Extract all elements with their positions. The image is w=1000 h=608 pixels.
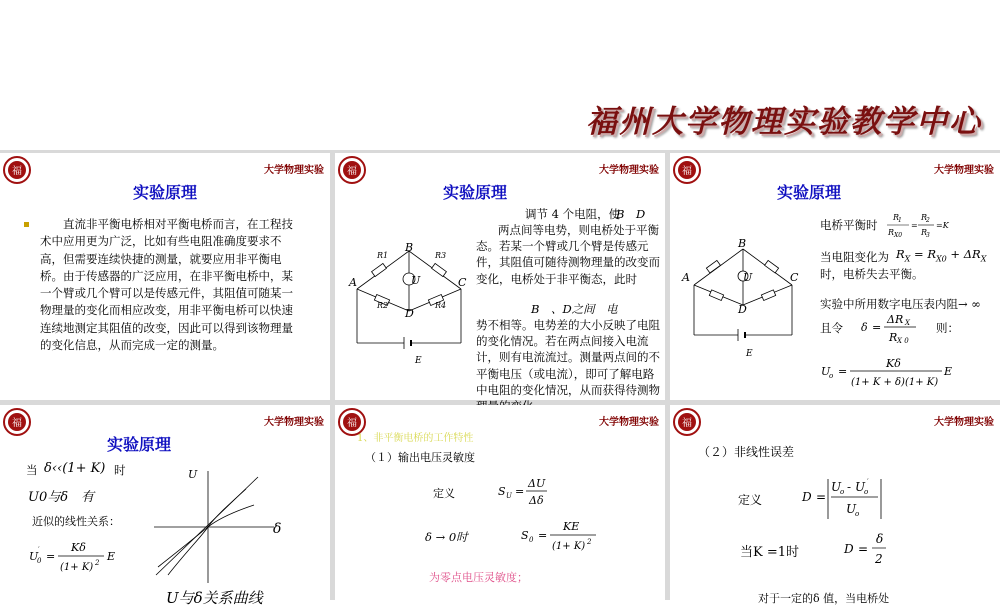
node-label-u: U (411, 274, 421, 287)
svg-text:1: 1 (898, 217, 902, 224)
svg-text:0: 0 (37, 557, 42, 565)
svg-text:2: 2 (587, 538, 592, 546)
svg-text:o: o (829, 372, 834, 380)
slide-4[interactable] (0, 405, 330, 607)
svg-text:U: U (846, 502, 857, 516)
course-label: 大学物理实验 (264, 417, 324, 428)
node-label-a: A (349, 276, 357, 289)
svg-text:福: 福 (12, 166, 22, 177)
slide-1[interactable] (0, 153, 330, 400)
node-label-b: B (738, 237, 747, 250)
linear-approx-formula (26, 538, 136, 578)
slide-5[interactable] (335, 405, 665, 600)
svg-text:=: = (816, 490, 827, 504)
let-text: 且令 (820, 321, 843, 335)
slide-title: 实验原理 (107, 435, 172, 454)
svg-text:E: E (107, 550, 116, 563)
svg-text:U: U (855, 480, 866, 494)
svg-text:福: 福 (682, 166, 692, 177)
svg-text:0: 0 (529, 536, 534, 544)
svg-text:δ: δ (876, 532, 884, 546)
svg-text:=: = (538, 529, 548, 542)
condition-tail: 时 (114, 463, 126, 477)
section-heading: 1、非平衡电桥的工作特性 (357, 433, 474, 444)
nonlinear-error-formula (798, 473, 898, 523)
resistor-label-r3: R3 (435, 251, 447, 260)
footer-text: 对于一定的δ 值，当电桥处 (758, 592, 890, 605)
svg-text:-: - (847, 480, 852, 494)
section-heading: （２）非线性误差 (698, 445, 795, 459)
svg-text:U: U (821, 365, 831, 378)
linear-relation-text: 近似的线性关系： (32, 515, 120, 528)
svg-text:o: o (864, 488, 869, 496)
svg-text:U: U (831, 480, 842, 494)
axis-label-u: U (188, 468, 198, 481)
define-label: 定义 (433, 487, 455, 500)
balance-formula (885, 210, 955, 240)
svg-text:KE: KE (563, 520, 580, 533)
svg-text:X0: X0 (894, 232, 903, 239)
resistor-label-r2: R2 (377, 301, 389, 310)
svg-text:=: = (872, 321, 882, 334)
node-label-b: B (405, 241, 414, 254)
u0-relation-text: U0与δ 有 (28, 490, 95, 505)
svg-text:S: S (498, 485, 506, 498)
delta-definition-formula (858, 312, 928, 346)
curve-caption: U与δ关系曲线 (166, 589, 263, 607)
node-label-a: A (682, 271, 690, 284)
node-label-c: C (790, 271, 799, 284)
bridge-circuit-diagram (347, 241, 472, 366)
define-label: 定义 (738, 493, 763, 507)
axis-label-delta: δ (273, 521, 282, 537)
slide-6[interactable] (670, 405, 1000, 605)
header-banner (0, 0, 1000, 150)
node-label-c: C (458, 276, 467, 289)
svg-text:2: 2 (95, 559, 100, 567)
svg-text:Δδ: Δδ (529, 494, 544, 507)
bullet-icon (24, 222, 29, 227)
text-paragraph-a: 两点间等电势，则电桥处于平衡态。若某一个臂或几个臂是传感元件，其阻值可随待测物理量的改变而变化，电桥处于非平衡态，此时 (476, 223, 660, 286)
svg-text:R: R (921, 228, 928, 237)
svg-text:X 0: X 0 (897, 337, 909, 345)
svg-text:(1+ K + δ)(1+ K): (1+ K + δ)(1+ K) (851, 377, 939, 388)
resistor-label-r4: R4 (435, 301, 447, 310)
svg-text:=K: =K (936, 221, 949, 230)
header-title: 福州大学物理实验教学中心 (586, 104, 982, 140)
then-text: 则： (936, 321, 959, 335)
svg-text:R: R (889, 331, 898, 344)
text-line-1-vars: B D (616, 207, 646, 221)
bridge-circuit-diagram (686, 241, 801, 356)
node-label-d: D (405, 307, 414, 320)
svg-text:R: R (893, 213, 900, 222)
svg-text:福: 福 (347, 418, 357, 429)
course-label: 大学物理实验 (599, 417, 659, 428)
limit-text: δ → 0时 (425, 530, 468, 544)
course-label: 大学物理实验 (934, 417, 994, 428)
svg-text:D: D (802, 490, 812, 504)
text-line-1: 调节 4 个电阻，使 (525, 207, 621, 221)
svg-text:=: = (858, 542, 869, 556)
svg-text:=: = (515, 485, 525, 498)
slide-2[interactable] (335, 153, 665, 400)
node-label-e: E (746, 349, 753, 359)
condition-when: 当 (26, 463, 38, 477)
change-text: 当电阻变化为 (820, 250, 889, 264)
node-label-e: E (415, 356, 422, 366)
svg-text:′: ′ (867, 478, 869, 486)
svg-text:X: X (905, 319, 910, 327)
internal-resistance-text: 实验中所用数字电压表内阻→ ∞ (820, 297, 981, 311)
svg-text:′: ′ (38, 546, 40, 554)
text-line-bd: B 、D之间 电 (531, 302, 618, 316)
nonlinear-k1-formula (840, 525, 900, 569)
university-logo-icon (673, 408, 701, 436)
course-label: 大学物理实验 (599, 165, 659, 176)
node-label-d: D (738, 303, 747, 316)
svg-text:E: E (944, 365, 953, 378)
node-label-u: U (743, 271, 753, 284)
svg-text:R: R (888, 228, 895, 237)
svg-text:(1+ K): (1+ K) (60, 562, 94, 573)
university-logo-icon (673, 156, 701, 184)
svg-text:ΔR: ΔR (887, 313, 904, 326)
svg-text:S: S (521, 529, 529, 542)
k-equals-one-text: 当K =1时 (740, 545, 800, 560)
svg-text:=: = (46, 550, 56, 563)
zero-point-note: 为零点电压灵敏度； (429, 571, 528, 584)
subsection-heading: （１）输出电压灵敏度 (365, 451, 475, 464)
slide-title: 实验原理 (443, 183, 508, 202)
course-label: 大学物理实验 (264, 165, 324, 176)
svg-text:2: 2 (926, 217, 930, 224)
svg-text:3: 3 (926, 232, 930, 239)
svg-text:=: = (911, 221, 918, 230)
u-delta-curve-plot (146, 467, 286, 585)
zero-point-formula (518, 517, 628, 557)
text-paragraph-b: 势不相等。电势差的大小反映了电阻的变化情况。若在两点间接入电流计，则有电流流过。测量两点间的不平衡电压（或电流），即可了解电路中电阻的变化情况，从而获得待测物 (476, 318, 660, 397)
svg-text:=: = (838, 365, 848, 378)
svg-text:2: 2 (875, 552, 883, 566)
unbalance-text: 时，电桥失去平衡。 (820, 267, 924, 281)
svg-text:U: U (29, 550, 39, 563)
svg-text:福: 福 (12, 418, 22, 429)
balance-text: 电桥平衡时 (820, 218, 878, 232)
resistor-label-r1: R1 (377, 251, 389, 260)
svg-text:Kδ: Kδ (886, 357, 901, 370)
course-label: 大学物理实验 (934, 165, 994, 176)
svg-text:Kδ: Kδ (71, 541, 86, 554)
svg-text:D: D (844, 542, 854, 556)
slide-3[interactable] (670, 153, 1000, 400)
slide-paragraph: 直流非平衡电桥相对平衡电桥而言，在工程技术中应用更为广泛，比如有些电阻准确度要求不高，但需要连续快捷的测量，就要应用非平衡电桥。由于传感器的广泛应用，在非平衡电桥中，某一个臂或几个臂可以是传感元件，其阻值可随某一物理量的变化而相应改变，用非平衡电桥可以快速连续地测定其阻值的改变，因此可以得到该物理量的变化信息，从而完成一定的测量。 (40, 217, 293, 353)
slide-title: 实验原理 (777, 183, 842, 202)
svg-text:R: R (921, 213, 928, 222)
svg-text:ΔU: ΔU (528, 477, 546, 490)
change-formula: $R_X = R_{X0} + \Delta R_X$ (896, 247, 987, 264)
svg-text:δ: δ (861, 321, 868, 334)
slide-title: 实验原理 (132, 183, 197, 202)
output-voltage-formula (818, 353, 958, 393)
svg-text:(1+ K): (1+ K) (552, 541, 586, 552)
svg-text:o: o (855, 510, 860, 518)
svg-text:U: U (506, 492, 512, 500)
condition-expr: δ‹‹(1+ K) (44, 461, 106, 476)
university-logo-icon (338, 156, 366, 184)
sensitivity-formula (495, 475, 575, 511)
svg-text:福: 福 (682, 418, 692, 429)
svg-text:o: o (840, 488, 845, 496)
university-logo-icon (3, 408, 31, 436)
svg-text:福: 福 (347, 166, 357, 177)
